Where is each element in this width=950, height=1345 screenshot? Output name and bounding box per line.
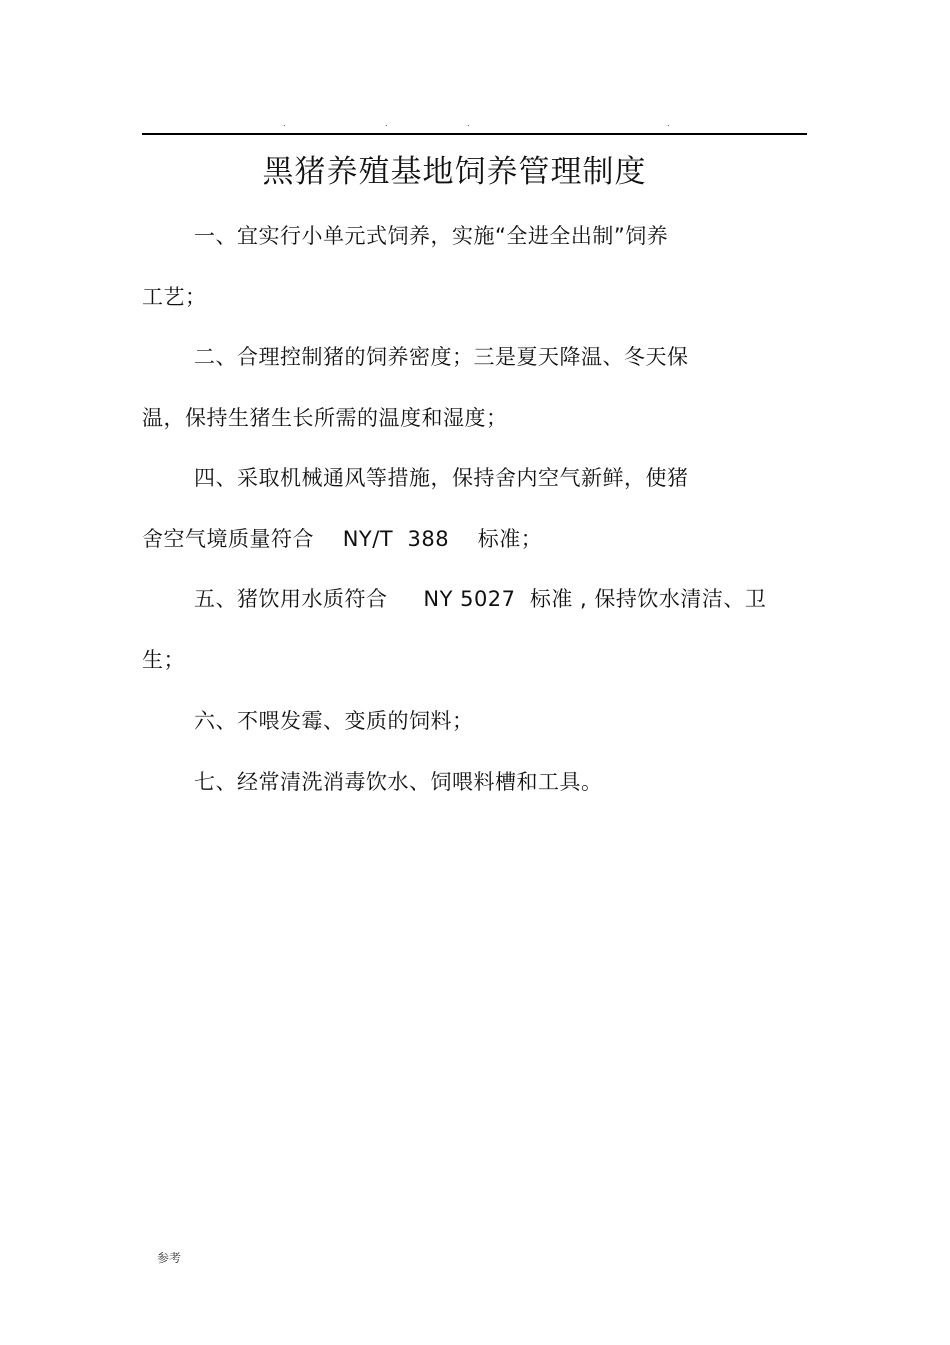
footer-note: 参考 — [157, 1251, 182, 1265]
paragraph-line: 一、宜实行小单元式饲养，实施“全进全出制”饲养 — [194, 224, 669, 248]
document-title: 黑猪养殖基地饲养管理制度 — [262, 154, 647, 190]
paragraph-line: 四、采取机械通风等措施，保持舍内空气新鲜，使猪 — [194, 466, 689, 490]
header-dots — [0, 118, 950, 130]
header-dot: . — [385, 119, 388, 128]
header-dot: . — [467, 119, 470, 128]
header-rule — [142, 133, 807, 135]
paragraph-line: 工艺； — [142, 285, 207, 309]
paragraph-line: 生； — [142, 648, 185, 672]
paragraph-line: 六、不喂发霉、变质的饲料； — [194, 709, 474, 733]
paragraph-line: 二、合理控制猪的饲养密度；三是夏天降温、冬天保 — [194, 345, 689, 369]
paragraph-line: 温，保持生猪生长所需的温度和湿度； — [142, 406, 508, 430]
header-dot: . — [667, 119, 670, 128]
header-dot: . — [283, 119, 286, 128]
paragraph-line: 舍空气境质量符合 NY/T 388 标准； — [142, 527, 543, 551]
paragraph-line: 七、经常清洗消毒饮水、饲喂料槽和工具。 — [194, 770, 603, 794]
paragraph-line: 五、猪饮用水质符合 NY 5027 标准 , 保持饮水清洁、卫 — [194, 587, 767, 611]
